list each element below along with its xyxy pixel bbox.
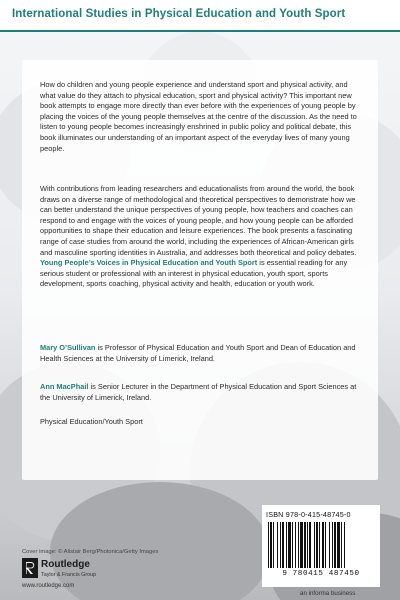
book-title-highlight: Young People’s Voices in Physical Education and Youth Sport [40,258,258,268]
series-header [0,0,400,32]
informa-tagline: an informa business [300,590,356,597]
publisher-website: www.routledge.com [22,583,75,589]
publisher-group: Taylor & Francis Group [41,572,97,578]
blurb-paragraph-2 [40,184,362,290]
blurb-paragraph-2-text: With contributions from leading researchers and educationalists from around the world, the book draws on a diverse range of methodological and theoretical perspectives to demonstrate how we can better understand the unique perspectives of young people, how teachers and coaches can respond to and engage with the voices of young people, and how young people can be afforded opportunities to shape their education and leisure experiences. The book presents a fascinating range of case studies from around the world, including the experiences of African-American girls and masculine sporting identities in Australia, and addresses both theoretical and policy debates. [40,184,357,257]
cover-image-credit: Cover image: © Alistair Berg/Photonica/Getty Images [22,549,159,555]
blurb-paragraph-1: How do children and young people experience and understand sport and physical activity, and what value do they attach to physical education, sport and physical activity? This important new book attempts to engage more directly than ever before with the experiences of young people by placing the voices of the young people themselves at the centre of the discussion. As the need to listen to young people becomes increasingly enshrined in public policy and political debate, this book illuminates our understanding of an important aspect of the everyday lives of many young people. [40,80,357,153]
author-bio-text-1: is Professor of Physical Education and Youth Sport and Dean of Education and Health Sciences at the University of Limerick, Ireland. [40,343,356,363]
author-name-2: Ann MacPhail [40,382,89,391]
barcode-number: 9 780415 487450 [282,570,360,578]
series-title: International Studies in Physical Education and Youth Sport [12,8,346,20]
routledge-r-icon [22,558,38,578]
subject-category: Physical Education/Youth Sport [40,417,143,426]
barcode-icon [266,522,376,568]
publisher-name: Routledge [41,559,90,570]
author-bio-1 [40,343,362,364]
author-bio-text-2: is Senior Lecturer in the Department of Physical Education and Sport Sciences at the University of Limerick, Ireland. [40,382,357,402]
author-bio-2 [40,382,362,403]
blurb-paragraph-2-ending: is essential reading for any serious student or professional with an interest in physical education, youth sport, sports development, sports coaching, physical activity and health, education or youth work. [40,258,348,289]
author-name-1: Mary O’Sullivan [40,343,96,352]
isbn-label: ISBN 978-0-415-48745-0 [266,510,351,519]
